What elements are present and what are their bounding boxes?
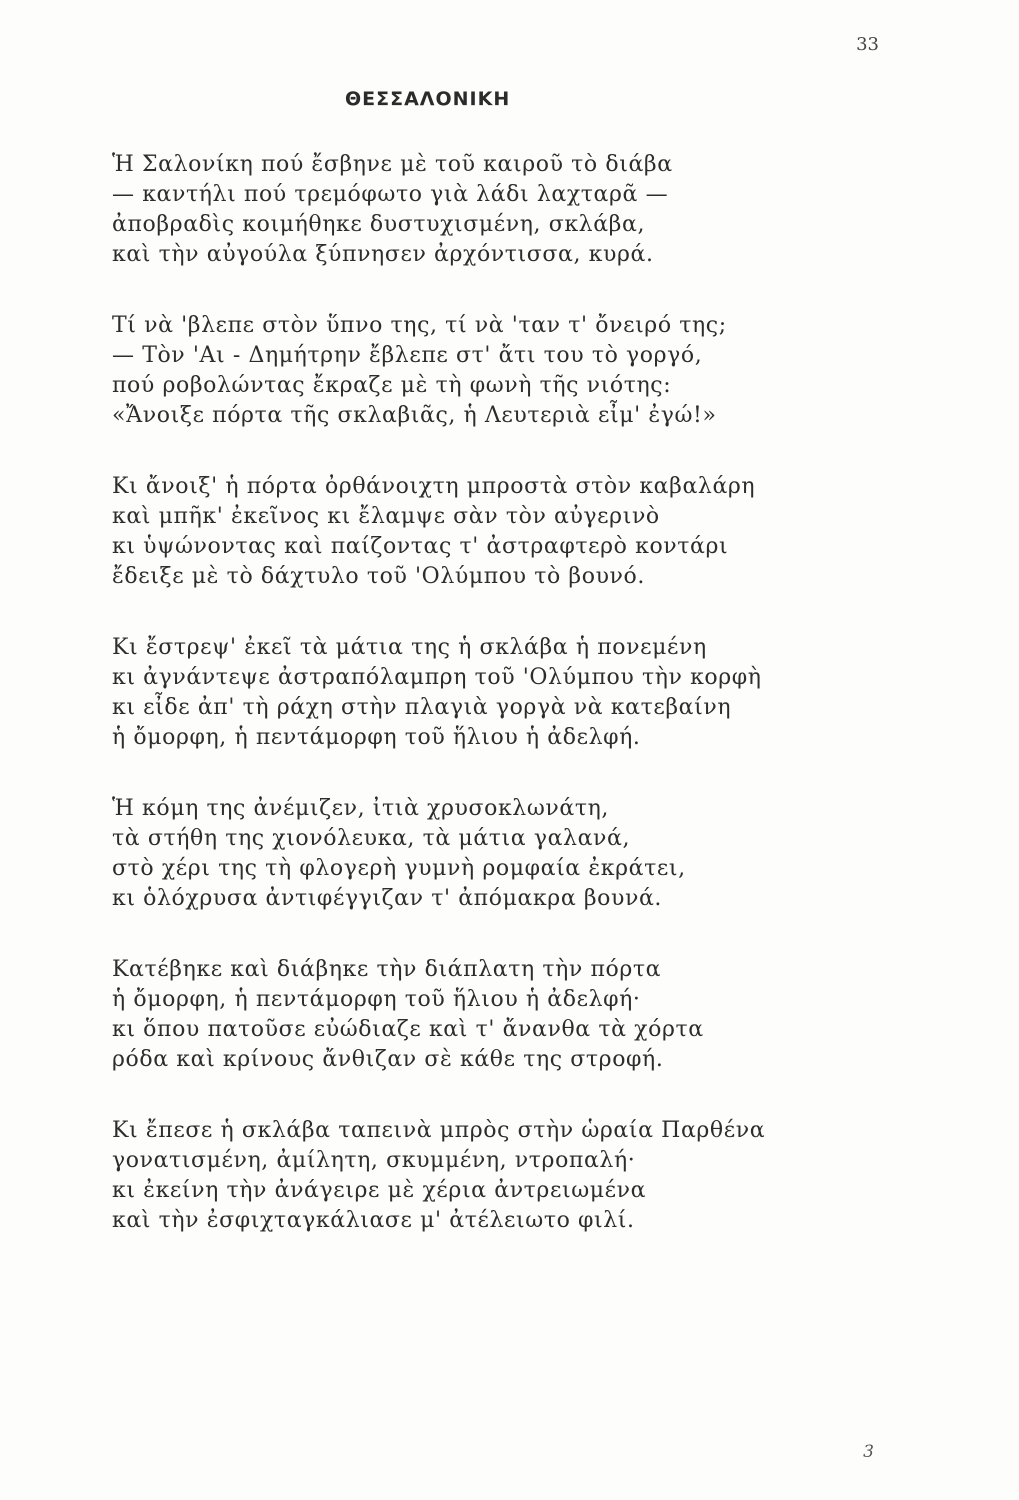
poem-line: καὶ τὴν ἐσφιχταγκάλιασε μ' ἀτέλειωτο φιλί. bbox=[112, 1208, 635, 1233]
poem-line: κι ἀγνάντεψε ἀστραπόλαμπρη τοῦ 'Ολύμπου τὴν κορφὴ bbox=[112, 665, 762, 690]
stanza bbox=[112, 794, 892, 914]
poem-line: Κι ἔπεσε ἡ σκλάβα ταπεινὰ μπρὸς στὴν ὡραία Παρθένα bbox=[112, 1118, 766, 1143]
poem-line: τὰ στήθη της χιονόλευκα, τὰ μάτια γαλανά, bbox=[112, 826, 631, 851]
poem-line: στὸ χέρι της τὴ φλογερὴ γυμνὴ ρομφαία ἐκράτει, bbox=[112, 856, 686, 881]
poem-line: Κι ἔστρεψ' ἐκεῖ τὰ μάτια της ἡ σκλάβα ἡ πονεμένη bbox=[112, 635, 707, 660]
poem-line: κι ὁλόχρυσα ἀντιφέγγιζαν τ' ἀπόμακρα βουνά. bbox=[112, 886, 663, 911]
poem-line: Ἡ κόμη της ἀνέμιζεν, ἰτιὰ χρυσοκλωνάτη, bbox=[112, 796, 609, 821]
poem-body bbox=[112, 150, 892, 1277]
poem-line: — καντήλι πού τρεμόφωτο γιὰ λάδι λαχταρᾶ — bbox=[112, 182, 669, 207]
poem-line: — Τὸν 'Αι - Δημήτρην ἔβλεπε στ' ἄτι του τὸ γοργό, bbox=[112, 343, 703, 368]
poem-line: κι ὑψώνοντας καὶ παίζοντας τ' ἀστραφτερὸ κοντάρι bbox=[112, 534, 729, 559]
stanza bbox=[112, 1116, 892, 1236]
poem-line: κι ὅπου πατοῦσε εὐώδιαζε καὶ τ' ἄνανθα τὰ χόρτα bbox=[112, 1017, 704, 1042]
stanza bbox=[112, 311, 892, 431]
poem-line: Τί νὰ 'βλεπε στὸν ὕπνο της, τί νὰ 'ταν τ' ὄνειρό της; bbox=[112, 313, 727, 338]
poem-line: Κατέβηκε καὶ διάβηκε τὴν διάπλατη τὴν πόρτα bbox=[112, 957, 662, 982]
page-number: 33 bbox=[856, 34, 879, 55]
poem-line: «Ἄνοιξε πόρτα τῆς σκλαβιᾶς, ἡ Λευτεριὰ εἶμ' ἐγώ!» bbox=[112, 403, 717, 428]
poem-line: ἡ ὄμορφη, ἡ πεντάμορφη τοῦ ἥλιου ἡ ἀδελφή· bbox=[112, 987, 641, 1012]
poem-line: καὶ τὴν αὐγούλα ξύπνησεν ἀρχόντισσα, κυρά. bbox=[112, 242, 654, 267]
signature-mark: 3 bbox=[863, 1442, 874, 1462]
stanza bbox=[112, 472, 892, 592]
stanza bbox=[112, 150, 892, 270]
poem-line: Κι ἄνοιξ' ἡ πόρτα ὀρθάνοιχτη μπροστὰ στὸν καβαλάρη bbox=[112, 474, 756, 499]
poem-line: καὶ μπῆκ' ἐκεῖνος κι ἔλαμψε σὰν τὸν αὐγερινὸ bbox=[112, 504, 660, 529]
poem-line: πού ροβολώντας ἔκραζε μὲ τὴ φωνὴ τῆς νιότης: bbox=[112, 373, 672, 398]
poem-line: γονατισμένη, ἀμίλητη, σκυμμένη, ντροπαλή· bbox=[112, 1148, 636, 1173]
poem-line: ἀποβραδὶς κοιμήθηκε δυστυχισμένη, σκλάβα, bbox=[112, 212, 646, 237]
stanza bbox=[112, 955, 892, 1075]
poem-line: ἡ ὄμορφη, ἡ πεντάμορφη τοῦ ἥλιου ἡ ἀδελφή. bbox=[112, 725, 641, 750]
poem-title: ΘΕΣΣΑΛΟΝΙΚΗ bbox=[345, 88, 511, 110]
poem-line: ρόδα καὶ κρίνους ἄνθιζαν σὲ κάθε της στροφή. bbox=[112, 1047, 664, 1072]
poem-line: ἔδειξε μὲ τὸ δάχτυλο τοῦ 'Ολύμπου τὸ βουνό. bbox=[112, 564, 645, 589]
poem-line: κι εἶδε ἀπ' τὴ ράχη στὴν πλαγιὰ γοργὰ νὰ κατεβαίνη bbox=[112, 695, 732, 720]
stanza bbox=[112, 633, 892, 753]
poem-line: Ἡ Σαλονίκη πού ἔσβηνε μὲ τοῦ καιροῦ τὸ διάβα bbox=[112, 152, 673, 177]
poem-line: κι ἐκείνη τὴν ἀνάγειρε μὲ χέρια ἀντρειωμένα bbox=[112, 1178, 647, 1203]
